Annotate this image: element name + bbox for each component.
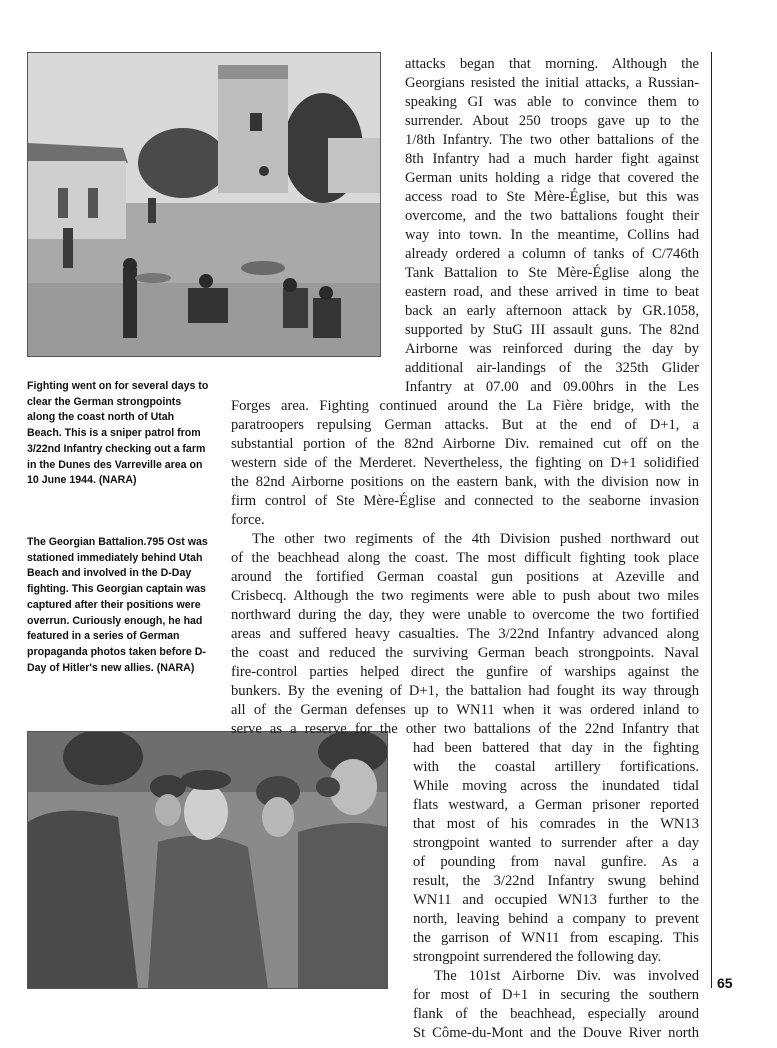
text-line: the coast and reduced the surviving German beach strongpoints. Naval bbox=[231, 645, 699, 661]
text-line: overcome, and the two battalions fought their bbox=[405, 208, 699, 224]
text-line: force. bbox=[231, 512, 265, 528]
text-line: of pounding from naval gunfire. As a bbox=[413, 854, 699, 870]
text-line: northward during the day, they were unable to overcome the two fortified bbox=[231, 607, 699, 623]
text-line: already ordered a column of tanks of C/746th bbox=[405, 246, 699, 262]
text-line: St Côme-du-Mont and the Douve River north bbox=[413, 1025, 699, 1041]
text-line: the 82nd Airborne positions on the eastern bank, with the division now in bbox=[231, 474, 699, 490]
text-line: the garrison of WN11 from escaping. This bbox=[413, 930, 699, 946]
text-line: attacks began that morning. Although the bbox=[405, 56, 699, 72]
figure-caption-1: Fighting went on for several days to clear the German strongpoints along the coast north of Utah Beach. This is a sniper patrol from 3/22nd Infantry checking out a farm in the Dunes des Varreville area on 10 June 1944. (NARA) bbox=[27, 380, 209, 487]
text-line: access road to Ste Mère-Église, but this was bbox=[405, 189, 699, 205]
text-line: The 101st Airborne Div. was involved bbox=[434, 968, 699, 984]
text-line: eastern road, and these arrived in time to beat bbox=[405, 284, 699, 300]
text-line: German units holding a ridge that covered the bbox=[405, 170, 699, 186]
photo-georgian-captain-image bbox=[28, 732, 387, 988]
text-line: 1/8th Infantry. The two other battalions of the bbox=[405, 132, 699, 148]
photo-sniper-patrol-image bbox=[28, 53, 380, 356]
text-line: for most of D+1 in securing the southern bbox=[413, 987, 699, 1003]
text-line: north, leaving behind a company to prevent bbox=[413, 911, 699, 927]
text-line: The other two regiments of the 4th Division pushed northward out bbox=[252, 531, 699, 547]
text-line: additional air-landings of the 325th Glider bbox=[405, 360, 699, 376]
text-line: result, the 3/22nd Infantry swung behind bbox=[413, 873, 699, 889]
text-line: strongpoint wanted to surrender after a day bbox=[413, 835, 699, 851]
text-line: back an early afternoon attack by GR.1058, bbox=[405, 303, 699, 319]
text-line: serve as a reserve for the other two battalions of the 22nd Infantry that bbox=[231, 721, 699, 737]
text-line: around the fortified German coastal gun positions at Azeville and bbox=[231, 569, 699, 585]
text-line: flank of the beachhead, especially around bbox=[413, 1006, 699, 1022]
photo-georgian-captain bbox=[27, 731, 388, 989]
text-line: WN11 and occupied WN13 further to the bbox=[413, 892, 699, 908]
text-line: speaking GI was able to convince them to bbox=[405, 94, 699, 110]
text-line: Infantry at 07.00 and 09.00hrs in the Les bbox=[405, 379, 699, 395]
text-line: Crisbecq. Although the two regiments were able to push about two miles bbox=[231, 588, 699, 604]
figure-caption-2: The Georgian Battalion.795 Ost was stationed immediately behind Utah Beach and involved in the D-Day fighting. This Georgian captain was captured after their positions were overrun. Curiously enough, he had featured in a series of German propaganda photos taken before D-Day of Hitler's new allies. (NARA) bbox=[27, 536, 208, 674]
text-line: all of the German defenses up to WN11 when it was ordered inland to bbox=[231, 702, 699, 718]
text-line: fire-control parties helped direct the gunfire of warships against the bbox=[231, 664, 699, 680]
text-line: firm control of Ste Mère-Église and connected to the seaborne invasion bbox=[231, 493, 699, 509]
text-line: Airborne was reinforced during the day by bbox=[405, 341, 699, 357]
text-line: 8th Infantry had a much harder fight against bbox=[405, 151, 699, 167]
page-number: 65 bbox=[717, 975, 733, 991]
text-line: Tank Battalion to Ste Mère-Église along the bbox=[405, 265, 699, 281]
text-line: Forges area. Fighting continued around the La Fière bridge, with the bbox=[231, 398, 699, 414]
text-line: that most of his comrades in the WN13 bbox=[413, 816, 699, 832]
text-line: substantial portion of the 82nd Airborne Div. remained cut off on the bbox=[231, 436, 699, 452]
text-line: western side of the Merderet. Nevertheless, the fighting on D+1 solidified bbox=[231, 455, 699, 471]
text-line: bunkers. By the evening of D+1, the battalion had fought its way through bbox=[231, 683, 699, 699]
text-line: areas and suffered heavy casualties. The 3/22nd Infantry advanced along bbox=[231, 626, 699, 642]
text-line: had been battered that day in the fighting bbox=[413, 740, 699, 756]
text-line: surrender. About 250 troops gave up to the bbox=[405, 113, 699, 129]
text-line: way into town. In the meantime, Collins had bbox=[405, 227, 699, 243]
photo-sniper-patrol bbox=[27, 52, 381, 357]
text-line: Georgians resisted the initial attacks, a Russian- bbox=[405, 75, 699, 91]
text-line: strongpoint surrendered the following day. bbox=[413, 949, 662, 965]
margin-rule bbox=[711, 52, 712, 988]
text-line: paratroopers repulsing German attacks. But at the end of D+1, a bbox=[231, 417, 699, 433]
text-line: of the beachhead along the coast. The most difficult fighting took place bbox=[231, 550, 699, 566]
text-line: While moving across the inundated tidal bbox=[413, 778, 699, 794]
text-line: flats westward, a German prisoner reported bbox=[413, 797, 699, 813]
text-line: with the coastal artillery fortifications. bbox=[413, 759, 699, 775]
text-line: supported by StuG III assault guns. The 82nd bbox=[405, 322, 699, 338]
